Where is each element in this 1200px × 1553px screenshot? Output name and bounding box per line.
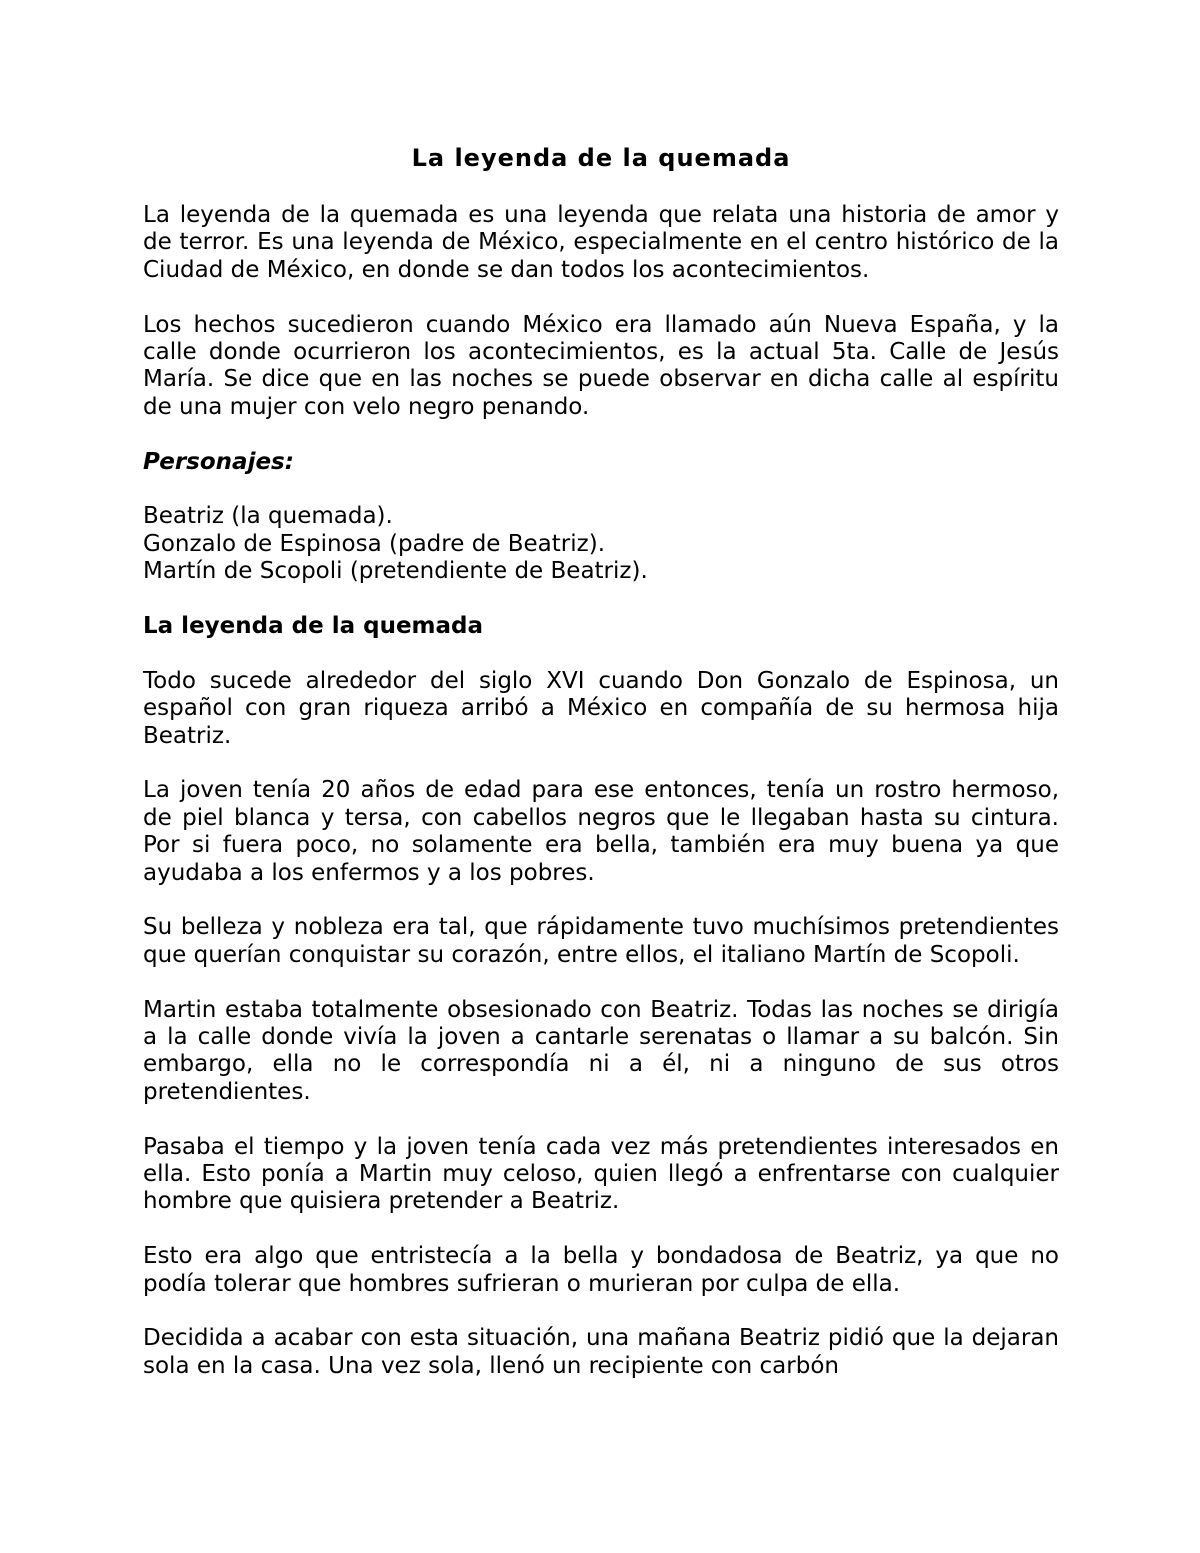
characters-list <box>143 503 1059 585</box>
story-paragraph-4: Martin estaba totalmente obsesionado con Beatriz. Todas las noches se dirigía a la calle donde vivía la joven a cantarle serenatas o llamar a su balcón. Sin embargo, ella no le correspondía ni a él, ni a ninguno de sus otros pretendientes. <box>143 996 1059 1105</box>
character-item: Martín de Scopoli (pretendiente de Beatriz). <box>143 558 648 585</box>
document-body <box>143 144 1059 1408</box>
character-item: Beatriz (la quemada). <box>143 503 393 530</box>
document-title: La leyenda de la quemada <box>411 144 791 172</box>
story-paragraph-5: Pasaba el tiempo y la joven tenía cada vez más pretendientes interesados en ella. Esto ponía a Martin muy celoso, quien llegó a enfrentarse con cualquier hombre que quisiera pretender a Beatriz. <box>143 1133 1059 1215</box>
story-paragraph-1: Todo sucede alrededor del siglo XVI cuando Don Gonzalo de Espinosa, un español con gran riqueza arribó a México en compañía de su hermosa hija Beatriz. <box>143 667 1059 749</box>
story-paragraph-6: Esto era algo que entristecía a la bella y bondadosa de Beatriz, ya que no podía tolerar que hombres sufrieran o murieran por culpa de ella. <box>143 1243 1059 1297</box>
story-paragraph-7: Decidida a acabar con esta situación, una mañana Beatriz pidió que la dejaran sola en la casa. Una vez sola, llenó un recipiente con carbón <box>143 1325 1059 1379</box>
intro-paragraph-1: La leyenda de la quemada es una leyenda que relata una historia de amor y de terror. Es una leyenda de México, especialmente en el centro histórico de la Ciudad de México, en donde se dan todos los acontecimientos. <box>143 202 1059 283</box>
story-paragraph-3: Su belleza y nobleza era tal, que rápidamente tuvo muchísimos pretendientes que querían conquistar su corazón, entre ellos, el italiano Martín de Scopoli. <box>143 914 1059 968</box>
story-heading: La leyenda de la quemada <box>143 613 484 640</box>
character-item: Gonzalo de Espinosa (padre de Beatriz). <box>143 530 605 557</box>
characters-heading: Personajes: <box>143 448 294 475</box>
intro-paragraph-2: Los hechos sucedieron cuando México era llamado aún Nueva España, y la calle donde ocurrieron los acontecimientos, es la actual 5ta. Calle de Jesús María. Se dice que en las noches se puede observar en dicha calle al espíritu de una mujer con velo negro penando. <box>143 311 1059 420</box>
story-paragraph-2: La joven tenía 20 años de edad para ese entonces, tenía un rostro hermoso, de piel blanca y tersa, con cabellos negros que le llegaban hasta su cintura. Por si fuera poco, no solamente era bella, también era muy buena ya que ayudaba a los enfermos y a los pobres. <box>143 777 1059 886</box>
